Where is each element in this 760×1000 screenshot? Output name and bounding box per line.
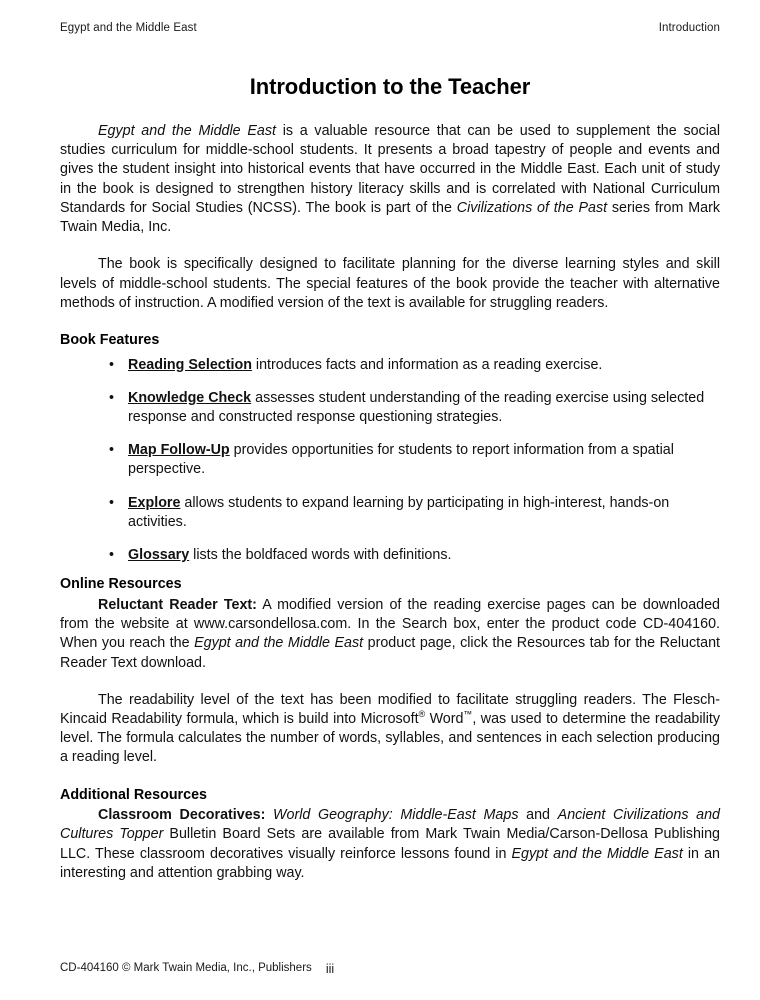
list-item (60, 389, 720, 427)
list-item (60, 356, 720, 375)
footer-copyright: CD-404160 © Mark Twain Media, Inc., Publishers (60, 962, 312, 974)
feature-description: lists the boldfaced words with definitions. (189, 547, 452, 564)
classroom-decoratives-label: Classroom Decoratives: (98, 807, 266, 824)
classroom-decoratives-part-c: Bulletin Board Sets are available from Mark Twain Media/Carson-Dellosa Publishing LLC. These classroom decoratives visually reinforce lessons found in (60, 826, 720, 862)
reluctant-reader-book-title-italic: Egypt and the Middle East (194, 635, 364, 652)
page-content (60, 62, 720, 901)
decoratives-book-title-italic: Egypt and the Middle East (511, 845, 683, 862)
reluctant-reader-paragraph (60, 596, 720, 673)
intro-paragraph-1-part-a: is a valuable resource that can be used to supplement the social studies curriculum for middle-school students. It presents a broad tapestry of people and events and gives the student insight into historical events that have occurred in the Middle East. Each unit of study in the book is designed to strengthen history literacy skills and is correlated with National Curriculum Standards for Social Studies (NCSS). The book is part of the (60, 123, 720, 216)
classroom-decoratives-part-d: in an interesting and attention grabbing way. (60, 845, 720, 881)
classroom-decoratives-paragraph (60, 806, 720, 883)
bullet-icon: • (109, 389, 115, 406)
classroom-decoratives-spacer (265, 807, 273, 823)
feature-description: assesses student understanding of the reading exercise using selected response and constructed response questioning strategies. (128, 389, 705, 425)
feature-term: Map Follow-Up (128, 442, 230, 459)
readability-part-c: , was used to determine the readability level. The formula calculates the number of words, syllables, and sentences in each selection producing a reading level. (60, 710, 720, 766)
section-heading-online-resources: Online Resources (60, 576, 182, 593)
feature-term: Glossary (128, 547, 190, 564)
readability-part-a: The readability level of the text has been modified to facilitate struggling readers. The Flesch-Kincaid Readability formula, which is build into Microsoft (60, 691, 720, 727)
running-head-section: Introduction (658, 22, 720, 34)
footer-page-number: iii (325, 962, 335, 976)
list-item (60, 494, 720, 532)
book-features-list (60, 356, 720, 566)
intro-series-title-italic: Civilizations of the Past (456, 199, 608, 216)
reluctant-reader-part-a: A modified version of the reading exercise pages can be downloaded from the website at www.carsondellosa.com. In the Search box, enter the product code CD-404160. When you reach the (60, 596, 720, 652)
readability-paragraph (60, 691, 720, 768)
bullet-icon: • (109, 356, 115, 373)
list-item (60, 546, 720, 565)
page-title: Introduction to the Teacher (249, 74, 531, 99)
bullet-icon: • (109, 547, 115, 564)
feature-term: Knowledge Check (128, 389, 252, 406)
feature-description: provides opportunities for students to report information from a spatial perspective. (128, 442, 674, 478)
bullet-icon: • (109, 494, 115, 511)
reluctant-reader-label: Reluctant Reader Text: (98, 596, 257, 613)
readability-part-b: Word (425, 710, 464, 727)
feature-term: Explore (128, 494, 181, 511)
bullet-icon: • (109, 442, 115, 459)
intro-paragraph-1 (60, 122, 720, 237)
feature-term: Reading Selection (128, 356, 252, 373)
running-head (60, 22, 720, 34)
intro-paragraph-1-part-b: series from Mark Twain Media, Inc. (60, 199, 720, 236)
classroom-decoratives-part-b: and (518, 807, 558, 824)
registered-trademark-symbol: ® (418, 709, 426, 720)
running-head-book-title: Egypt and the Middle East (60, 22, 197, 34)
section-heading-additional-resources: Additional Resources (60, 786, 207, 803)
feature-description: allows students to expand learning by participating in high-interest, hands-on activities. (128, 494, 670, 530)
section-heading-book-features: Book Features (60, 331, 160, 348)
intro-book-title-italic: Egypt and the Middle East (98, 123, 276, 139)
decoratives-title-world-geography-italic: World Geography: Middle-East Maps (273, 807, 519, 824)
trademark-symbol: ™ (463, 709, 473, 720)
decoratives-title-ancient-civilizations-italic: Ancient Civilizations and Cultures Topper (60, 807, 720, 843)
feature-description: introduces facts and information as a reading exercise. (251, 356, 603, 373)
reluctant-reader-part-b: product page, click the Resources tab for the Reluctant Reader Text download. (60, 635, 720, 671)
intro-paragraph-2: The book is specifically designed to facilitate planning for the diverse learning styles and skill levels of middle-school students. The special features of the book provide the teacher with alternative methods of instruction. A modified version of the text is available for struggling readers. (60, 256, 720, 311)
list-item (60, 441, 720, 479)
